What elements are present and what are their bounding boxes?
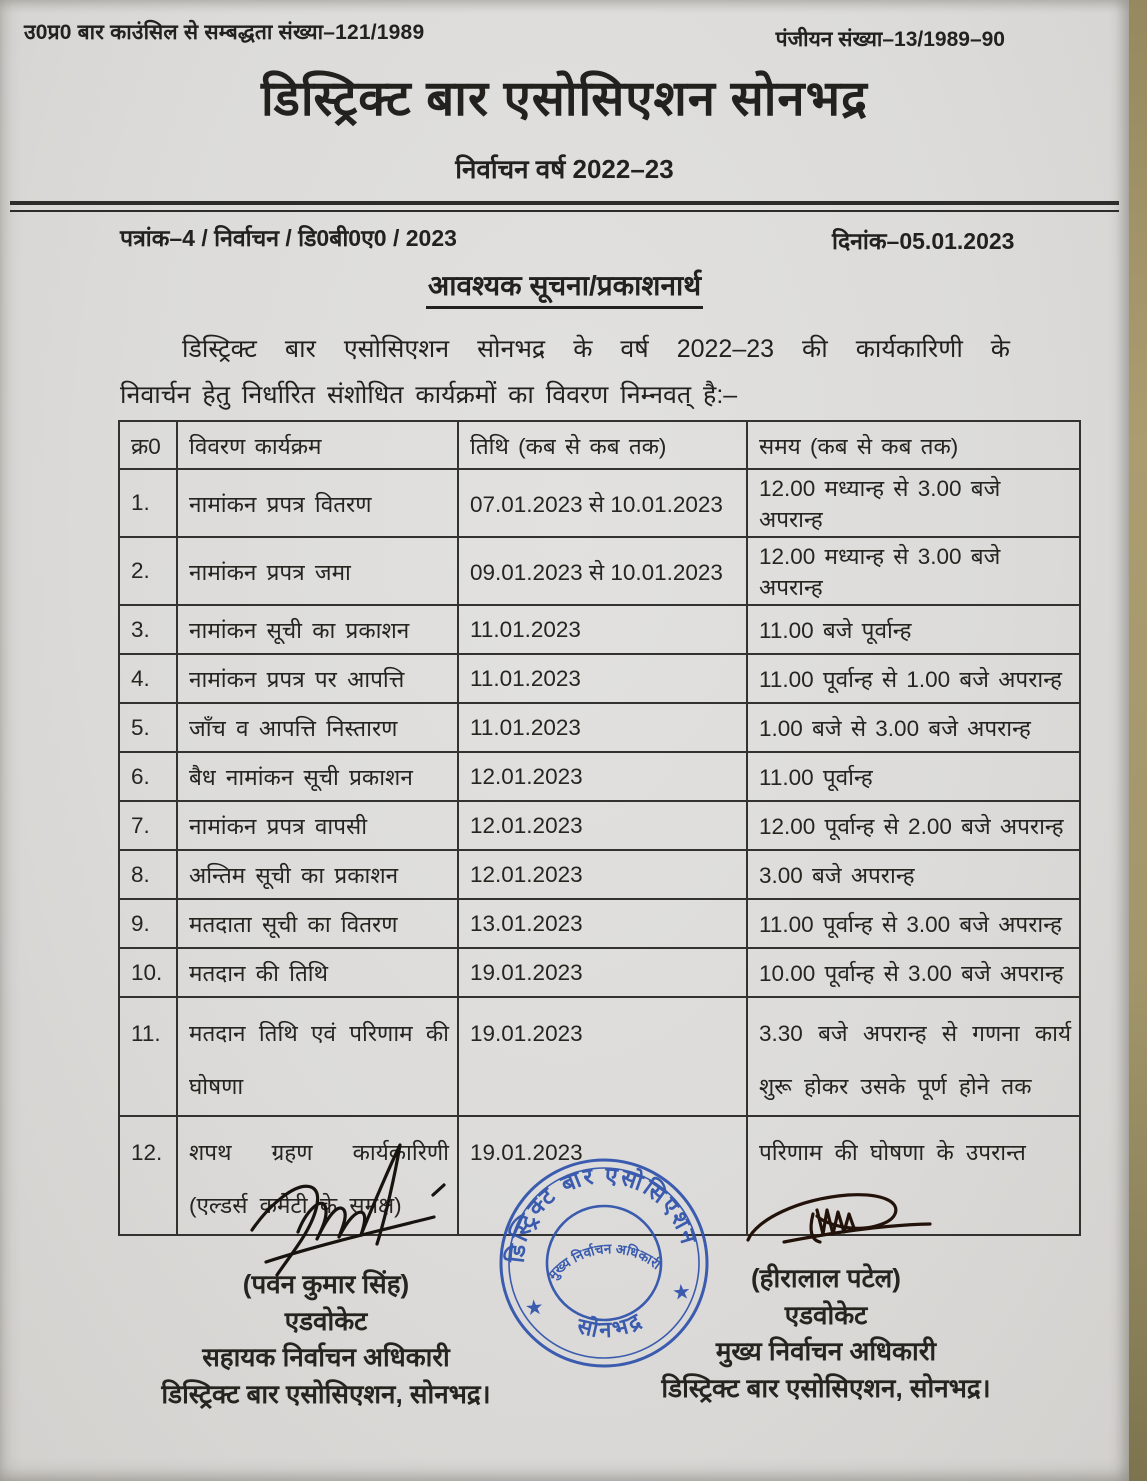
- program-cell: बैध नामांकन सूची प्रकाशन: [177, 752, 458, 801]
- table-row: [119, 801, 1080, 850]
- serial-cell: 9.: [119, 899, 177, 948]
- table-row: [119, 850, 1080, 899]
- signatory-designation: एडवोकेट: [784, 1299, 868, 1330]
- signatory-role: सहायक निर्वाचन अधिकारी: [202, 1342, 450, 1372]
- program-cell: नामांकन प्रपत्र वितरण: [177, 469, 458, 537]
- date-cell: 12.01.2023: [458, 850, 747, 899]
- serial-cell: 2.: [119, 537, 177, 605]
- notice-heading: [0, 266, 1129, 304]
- signatory-block-left: [104, 1266, 548, 1412]
- serial-cell: 5.: [119, 703, 177, 752]
- time-cell: 12.00 मध्यान्ह से 3.00 बजे अपरान्ह: [747, 469, 1080, 537]
- date-cell: 11.01.2023: [458, 605, 747, 654]
- signatory-organization: डिस्ट्रिक्ट बार एसोसिएशन, सोनभद्र।: [161, 1378, 491, 1409]
- time-cell: 1.00 बजे से 3.00 बजे अपरान्ह: [747, 703, 1080, 752]
- table-row: [119, 997, 1080, 1116]
- program-cell: नामांकन प्रपत्र वापसी: [177, 801, 458, 850]
- time-cell: 12.00 पूर्वान्ह से 2.00 बजे अपरान्ह: [747, 801, 1080, 850]
- header-serial: क्र0: [119, 421, 177, 469]
- serial-cell: 7.: [119, 801, 177, 850]
- time-cell: 10.00 पूर्वान्ह से 3.00 बजे अपरान्ह: [747, 948, 1080, 997]
- signatory-role: मुख्य निर्वाचन अधिकारी: [715, 1336, 937, 1366]
- table-row: [119, 537, 1080, 605]
- date-cell: 12.01.2023: [458, 801, 747, 850]
- election-schedule-table: [118, 420, 1081, 1236]
- date-cell: 09.01.2023 से 10.01.2023: [458, 537, 747, 605]
- program-cell: मतदान की तिथि: [177, 948, 458, 997]
- program-cell: मतदाता सूची का वितरण: [177, 899, 458, 948]
- horizontal-divider: [10, 201, 1119, 212]
- time-cell: 11.00 बजे पूर्वान्ह: [747, 605, 1080, 654]
- page-subtitle: निर्वाचन वर्ष 2022–23: [455, 154, 674, 184]
- letter-date: दिनांक–05.01.2023: [832, 228, 1015, 254]
- serial-cell: 4.: [119, 654, 177, 703]
- stamp-arc-top-text: डिस्ट्रिक्ट बार एसोसिएशन: [502, 1161, 703, 1265]
- serial-cell: 10.: [119, 948, 177, 997]
- date-cell: 12.01.2023: [458, 752, 747, 801]
- intro-paragraph-line2: निवार्चन हेतु निर्धारित संशोधित कार्यक्रमों का विवरण निम्नवत् है:–: [120, 381, 738, 409]
- stamp-center-text: मुख्य निर्वाचन अधिकारी: [545, 1241, 664, 1283]
- time-cell: 3.00 बजे अपरान्ह: [747, 850, 1080, 899]
- table-row: [119, 703, 1080, 752]
- program-cell: नामांकन सूची का प्रकाशन: [177, 605, 458, 654]
- table-row: [119, 469, 1080, 537]
- date-cell: 19.01.2023: [458, 948, 747, 997]
- time-cell: परिणाम की घोषणा के उपरान्त: [747, 1116, 1080, 1235]
- signatory-name: (हीरालाल पटेल): [751, 1263, 901, 1293]
- serial-cell: 3.: [119, 605, 177, 654]
- serial-cell: 11.: [119, 997, 177, 1116]
- stamp-arc-bottom-text: सोनभद्र: [575, 1307, 648, 1343]
- time-cell: 11.00 पूर्वान्ह से 3.00 बजे अपरान्ह: [747, 899, 1080, 948]
- program-cell: नामांकन प्रपत्र जमा: [177, 537, 458, 605]
- program-cell: जाँच व आपत्ति निस्तारण: [177, 703, 458, 752]
- table-row: [119, 605, 1080, 654]
- star-icon: ★: [670, 1280, 693, 1305]
- date-cell: 19.01.2023: [458, 1116, 747, 1235]
- registration-number: पंजीयन संख्या–13/1989–90: [775, 28, 1005, 51]
- program-cell: शपथ ग्रहण कार्यकारिणी (एल्डर्स कमेटी के समक्ष): [177, 1116, 458, 1235]
- program-cell: नामांकन प्रपत्र पर आपत्ति: [177, 654, 458, 703]
- program-cell: अन्तिम सूची का प्रकाशन: [177, 850, 458, 899]
- date-cell: 19.01.2023: [458, 997, 747, 1116]
- letter-reference-number: पत्रांक–4 / निर्वाचन / डि0बी0ए0 / 2023: [120, 225, 457, 251]
- date-cell: 07.01.2023 से 10.01.2023: [458, 469, 747, 537]
- serial-cell: 6.: [119, 752, 177, 801]
- date-cell: 11.01.2023: [458, 654, 747, 703]
- table-row: [119, 899, 1080, 948]
- serial-cell: 1.: [119, 469, 177, 537]
- serial-cell: 12.: [119, 1116, 177, 1235]
- program-cell: मतदान तिथि एवं परिणाम की घोषणा: [177, 997, 458, 1116]
- affiliation-number: उ0प्र0 बार काउंसिल से सम्बद्धता संख्या–121/1989: [24, 21, 425, 44]
- star-icon: ★: [523, 1295, 545, 1321]
- date-cell: 11.01.2023: [458, 703, 747, 752]
- header-date: तिथि (कब से कब तक): [458, 421, 747, 469]
- date-cell: 13.01.2023: [458, 899, 747, 948]
- intro-paragraph-line1: डिस्ट्रिक्ट बार एसोसिएशन सोनभद्र के वर्ष 2022–23 की कार्यकारिणी के: [182, 335, 1010, 363]
- table-row: [119, 654, 1080, 703]
- signatory-organization: डिस्ट्रिक्ट बार एसोसिएशन, सोनभद्र।: [661, 1372, 991, 1403]
- page-title: डिस्ट्रिक्ट बार एसोसिएशन सोनभद्र: [260, 72, 869, 126]
- header-program: विवरण कार्यक्रम: [177, 421, 458, 469]
- header-time: समय (कब से कब तक): [747, 421, 1080, 469]
- signatory-name: (पवन कुमार सिंह): [242, 1269, 410, 1299]
- time-cell: 12.00 मध्यान्ह से 3.00 बजे अपरान्ह: [747, 537, 1080, 605]
- signatory-block-right: [596, 1260, 1056, 1406]
- time-cell: 11.00 पूर्वान्ह: [747, 752, 1080, 801]
- time-cell: 3.30 बजे अपरान्ह से गणना कार्य शुरू होकर उसके पूर्ण होने तक: [747, 997, 1080, 1116]
- time-cell: 11.00 पूर्वान्ह से 1.00 बजे अपरान्ह: [747, 654, 1080, 703]
- signatory-designation: एडवोकेट: [284, 1305, 368, 1336]
- notice-heading-text: आवश्यक सूचना/प्रकाशनार्थ: [426, 270, 703, 309]
- table-row: [119, 948, 1080, 997]
- table-header-row: [119, 421, 1080, 469]
- table-row: [119, 752, 1080, 801]
- serial-cell: 8.: [119, 850, 177, 899]
